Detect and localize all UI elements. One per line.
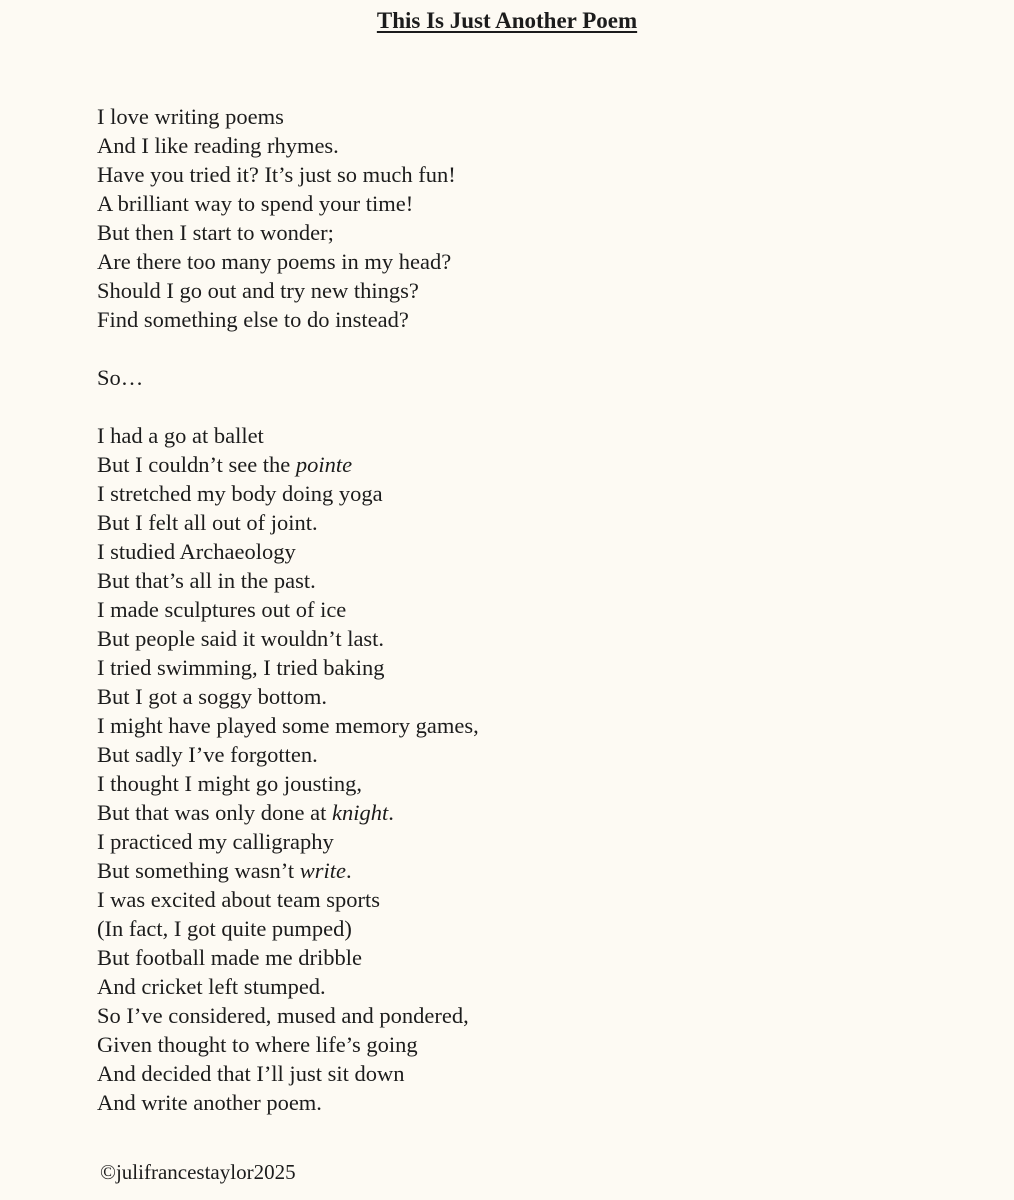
poem-line — [97, 972, 917, 1001]
poem-line — [97, 798, 917, 827]
poem-line-text: I thought I might go jousting, — [97, 771, 363, 796]
poem-line-text: But football made me dribble — [97, 945, 362, 970]
italic-pun-word: knight — [331, 800, 389, 825]
poem-line — [97, 450, 917, 479]
poem-line-text: Given thought to where life’s going — [97, 1032, 418, 1057]
poem-line-text: I tried swimming, I tried baking — [97, 655, 385, 680]
poem-line-text: I studied Archaeology — [97, 539, 296, 564]
poem-line — [97, 566, 917, 595]
italic-pun-word: write — [299, 858, 346, 883]
poem-title: This Is Just Another Poem — [376, 8, 638, 33]
poem-line-text: I was excited about team sports — [97, 887, 381, 912]
stanza-gap — [97, 334, 917, 363]
poem-line — [97, 914, 917, 943]
poem-line — [97, 943, 917, 972]
poem-line: I love writing poems — [97, 104, 284, 129]
poem-line — [97, 711, 917, 740]
poem-line-text: And cricket left stumped. — [97, 974, 326, 999]
poem-line — [97, 827, 917, 856]
poem-line: But then I start to wonder; — [97, 220, 334, 245]
poem-line-text: But that’s all in the past. — [97, 568, 316, 593]
poem-line — [97, 508, 917, 537]
poem-line-text: But something wasn’t — [97, 858, 300, 883]
poem-line — [97, 1001, 917, 1030]
poem-line-text: And write another poem. — [97, 1090, 322, 1115]
poem-line-text: But people said it wouldn’t last. — [97, 626, 385, 651]
poem-line-text: I had a go at ballet — [97, 423, 264, 448]
poem-line — [97, 1030, 917, 1059]
poem-line-text: I made sculptures out of ice — [97, 597, 347, 622]
poem-line-text: (In fact, I got quite pumped) — [97, 916, 352, 941]
poem-line-text: And decided that I’ll just sit down — [97, 1061, 405, 1086]
poem-line-text: But I got a soggy bottom. — [97, 684, 327, 709]
poem-line — [97, 769, 917, 798]
poem-line-text: So I’ve considered, mused and pondered, — [97, 1003, 469, 1028]
poem-line — [97, 537, 917, 566]
poem-line: Should I go out and try new things? — [97, 278, 419, 303]
poem-line — [97, 856, 917, 885]
italic-pun-word: pointe — [295, 452, 353, 477]
poem-line — [97, 682, 917, 711]
poem-line-punctuation: . — [345, 858, 352, 883]
poem-line-text: But I felt all out of joint. — [97, 510, 318, 535]
poem-line: And I like reading rhymes. — [97, 133, 339, 158]
poem-line: Are there too many poems in my head? — [97, 249, 452, 274]
stanza-1 — [97, 102, 917, 334]
poem-line: Have you tried it? It’s just so much fun! — [97, 162, 456, 187]
poem-line — [97, 421, 917, 450]
poem-line-text: But sadly I’ve forgotten. — [97, 742, 318, 767]
poem-line — [97, 653, 917, 682]
poem-line — [97, 479, 917, 508]
stanza-gap — [97, 392, 917, 421]
poem-line-text: I might have played some memory games, — [97, 713, 479, 738]
poem-line-text: But I couldn’t see the — [97, 452, 296, 477]
poem-line — [97, 1088, 917, 1117]
poem-line-punctuation: . — [388, 800, 394, 825]
interlude-line: So… — [97, 365, 144, 390]
poem-line: Find something else to do instead? — [97, 307, 409, 332]
poem-line — [97, 740, 917, 769]
stanza-2 — [97, 421, 917, 1117]
copyright-notice: ©julifrancestaylor2025 — [100, 1160, 296, 1184]
poem-line — [97, 1059, 917, 1088]
poem-line-text: But that was only done at — [97, 800, 332, 825]
poem-line-text: I practiced my calligraphy — [97, 829, 334, 854]
poem-line — [97, 595, 917, 624]
poem-line: A brilliant way to spend your time! — [97, 191, 414, 216]
poem-line — [97, 624, 917, 653]
poem-line-text: I stretched my body doing yoga — [97, 481, 383, 506]
poem-body — [97, 102, 917, 1117]
poem-line — [97, 885, 917, 914]
